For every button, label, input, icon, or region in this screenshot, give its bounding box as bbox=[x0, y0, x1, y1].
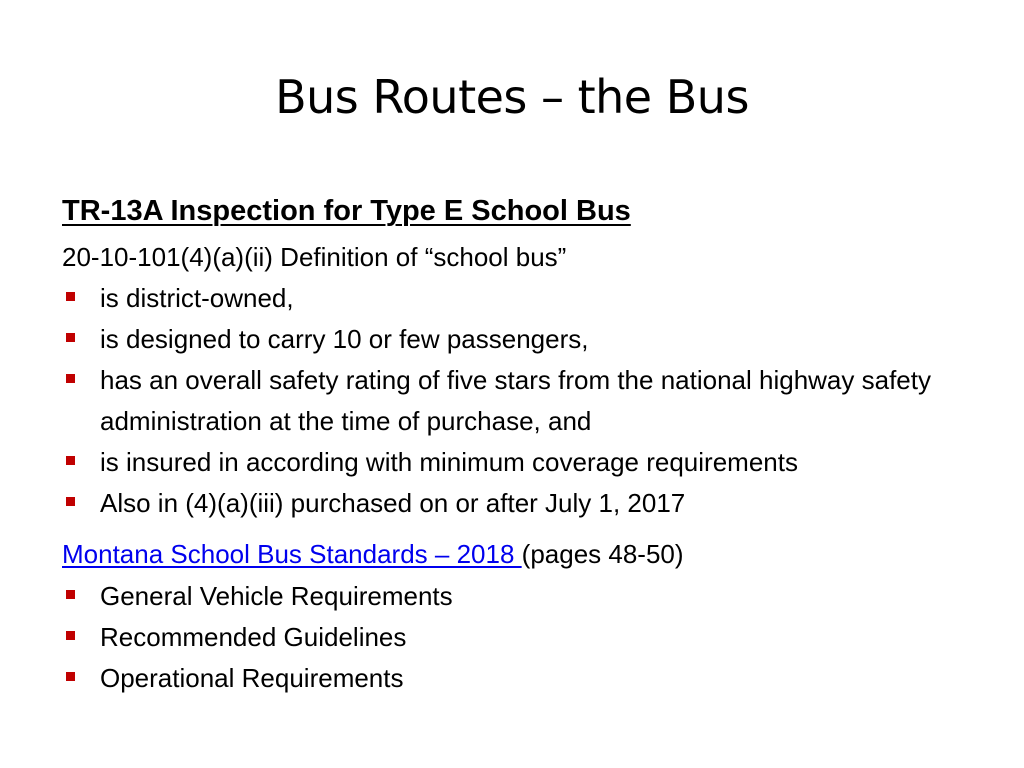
list-item bbox=[62, 360, 992, 442]
square-bullet-icon bbox=[66, 456, 75, 465]
list-item bbox=[62, 617, 992, 658]
standards-bullet-list bbox=[62, 576, 992, 699]
list-item-text: is district-owned, bbox=[100, 283, 294, 313]
list-item-text: is insured in according with minimum coverage requirements bbox=[100, 447, 798, 477]
list-item bbox=[62, 576, 992, 617]
list-item bbox=[62, 483, 992, 524]
square-bullet-icon bbox=[66, 590, 75, 599]
list-item bbox=[62, 442, 992, 483]
list-item-text: is designed to carry 10 or few passengers, bbox=[100, 324, 589, 354]
square-bullet-icon bbox=[66, 631, 75, 640]
slide-content bbox=[62, 190, 992, 699]
section-heading: TR-13A Inspection for Type E School Bus bbox=[62, 195, 631, 227]
slide-title: Bus Routes – the Bus bbox=[275, 70, 749, 124]
list-item-text: has an overall safety rating of five stars from the national highway safety administration at the time of purchase, and bbox=[100, 365, 931, 436]
definition-bullet-list bbox=[62, 278, 992, 524]
list-item-text: Recommended Guidelines bbox=[100, 622, 407, 652]
standards-line bbox=[62, 534, 992, 574]
list-item bbox=[62, 658, 992, 699]
square-bullet-icon bbox=[66, 497, 75, 506]
list-item-text: Operational Requirements bbox=[100, 663, 404, 693]
list-item bbox=[62, 319, 992, 360]
list-item bbox=[62, 278, 992, 319]
square-bullet-icon bbox=[66, 292, 75, 301]
definition-line: 20-10-101(4)(a)(ii) Definition of “school bus” bbox=[62, 242, 567, 272]
square-bullet-icon bbox=[66, 374, 75, 383]
list-item-text: General Vehicle Requirements bbox=[100, 581, 453, 611]
standards-link[interactable]: Montana School Bus Standards – 2018 bbox=[62, 539, 522, 569]
list-item-text: Also in (4)(a)(iii) purchased on or after July 1, 2017 bbox=[100, 488, 686, 518]
standards-pages-note: (pages 48-50) bbox=[521, 539, 684, 569]
square-bullet-icon bbox=[66, 672, 75, 681]
square-bullet-icon bbox=[66, 333, 75, 342]
